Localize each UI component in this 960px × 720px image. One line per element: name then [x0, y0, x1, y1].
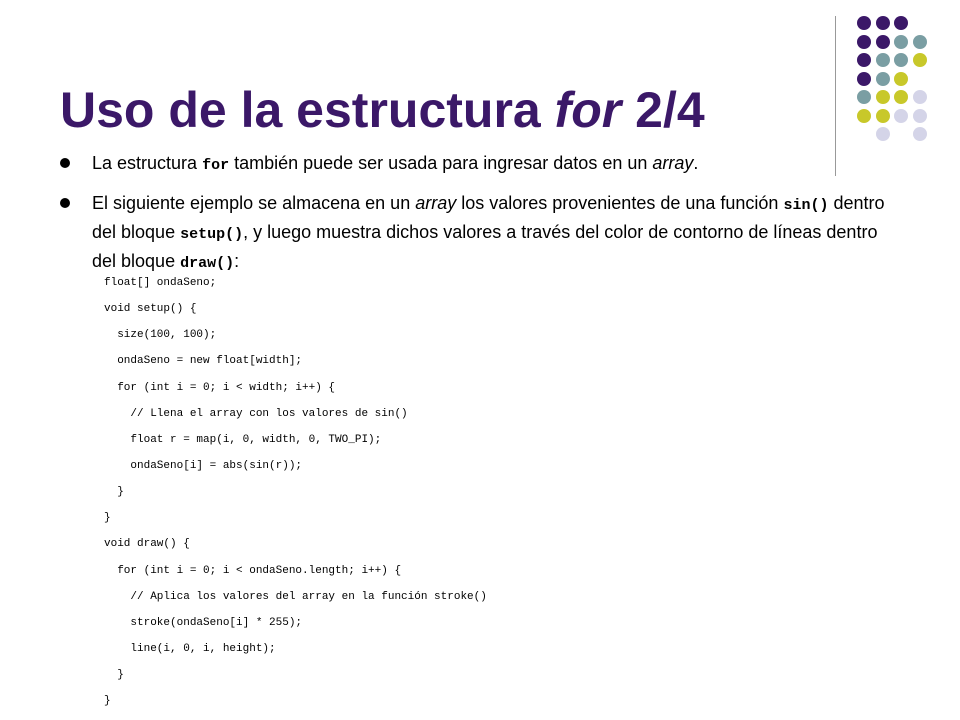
- decorative-dot: [876, 53, 890, 67]
- bullet-text-part: :: [234, 251, 240, 271]
- bullet-dot-icon: [60, 158, 70, 168]
- decorative-dot: [876, 109, 890, 123]
- code-line: // Aplica los valores del array en la función stroke(): [104, 590, 487, 603]
- code-block: [104, 270, 487, 714]
- code-line: for (int i = 0; i < ondaSeno.length; i++) {: [104, 564, 402, 577]
- bullet-item: [60, 190, 900, 277]
- bullet-dot-icon: [60, 198, 70, 208]
- code-line: void setup() {: [104, 303, 197, 316]
- code-line: }: [104, 512, 111, 525]
- bullet-text-part: El siguiente ejemplo se almacena en un: [92, 193, 416, 213]
- decorative-dot: [913, 53, 927, 67]
- decorative-dot: [913, 90, 927, 104]
- decorative-dot: [894, 72, 908, 86]
- bullet-text-part: también puede ser usada para ingresar datos en un: [229, 153, 653, 173]
- bullet-text-part: , y luego muestra dichos valores a través del color de contorno de líneas dentro del bloque: [92, 222, 878, 271]
- bullet-item: [60, 150, 900, 179]
- decorative-dot: [894, 109, 908, 123]
- code-line: }: [104, 486, 124, 499]
- decorative-dot: [894, 35, 908, 49]
- decorative-dot: [876, 16, 890, 30]
- code-line: }: [104, 695, 111, 708]
- bullet-text: [92, 150, 900, 179]
- decorative-dot: [894, 16, 908, 30]
- slide-title: [60, 80, 705, 140]
- decorative-dot: [857, 53, 871, 67]
- bullet-text-part: dentro del bloque: [92, 193, 885, 242]
- code-line: line(i, 0, i, height);: [104, 642, 276, 655]
- code-line: size(100, 100);: [104, 329, 217, 342]
- title-prefix: Uso de la estructura: [60, 82, 555, 138]
- code-line: stroke(ondaSeno[i] * 255);: [104, 616, 303, 629]
- bullet-text-part: array: [652, 153, 694, 173]
- code-line: float[] ondaSeno;: [104, 277, 217, 289]
- decorative-dot: [857, 72, 871, 86]
- code-line: }: [104, 669, 124, 682]
- code-line: for (int i = 0; i < width; i++) {: [104, 381, 336, 394]
- bullet-text-part: los valores provenientes de una función: [456, 193, 784, 213]
- decorative-dot: [857, 90, 871, 104]
- decorative-dot: [857, 35, 871, 49]
- code-line: // Llena el array con los valores de sin(): [104, 407, 408, 420]
- inline-code: draw(): [180, 255, 235, 272]
- inline-code: sin(): [783, 197, 829, 214]
- bullet-text-part: array: [415, 193, 457, 213]
- decorative-dot: [894, 90, 908, 104]
- bullet-text: [92, 190, 900, 277]
- decorative-dot: [913, 109, 927, 123]
- code-line: ondaSeno[i] = abs(sin(r));: [104, 459, 303, 472]
- decorative-dot: [913, 127, 927, 141]
- bullet-text-part: La estructura: [92, 153, 203, 173]
- bullet-text-part: .: [693, 153, 699, 173]
- decorative-dot: [876, 72, 890, 86]
- title-keyword: for: [554, 82, 622, 138]
- decorative-dot: [876, 90, 890, 104]
- decorative-dot: [913, 35, 927, 49]
- inline-code: setup(): [180, 226, 244, 243]
- decorative-dot: [894, 53, 908, 67]
- decorative-dot: [857, 109, 871, 123]
- code-line: void draw() {: [104, 538, 190, 551]
- decorative-dot: [876, 35, 890, 49]
- inline-code: for: [202, 157, 230, 174]
- code-line: ondaSeno = new float[width];: [104, 355, 303, 368]
- decorative-dot: [876, 127, 890, 141]
- code-line: float r = map(i, 0, width, 0, TWO_PI);: [104, 433, 382, 446]
- title-suffix: 2/4: [621, 82, 705, 138]
- decorative-dot: [857, 16, 871, 30]
